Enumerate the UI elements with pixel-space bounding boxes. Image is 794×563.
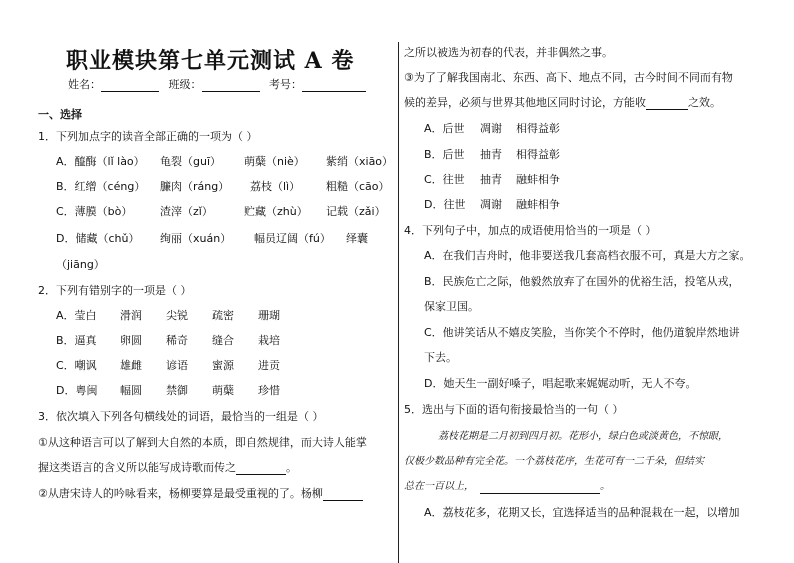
- q2-d-5: 珍惜: [258, 384, 280, 397]
- exam-no-field[interactable]: [302, 79, 366, 92]
- student-info-line: [68, 76, 368, 92]
- q5-blank[interactable]: [480, 482, 600, 494]
- q3-sentence3-end: 之效。: [688, 96, 721, 109]
- name-field[interactable]: [101, 79, 159, 92]
- q2-c-1: C．嘲讽: [56, 359, 97, 372]
- q3-sentence3-line2: [404, 96, 721, 110]
- q4-stem: 4．下列句子中，加点的成语使用恰当的一项是（ ）: [404, 224, 657, 237]
- q4-option-c-line1: C．他讲笑话从不嬉皮笑脸，当你笑个不停时，他仍道貌岸然地讲: [424, 326, 740, 339]
- name-label: 姓名：: [68, 78, 101, 91]
- q1-stem: 1．下列加点字的读音全部正确的一项为（ ）: [38, 130, 258, 143]
- q2-c-3: 谚语: [166, 359, 188, 372]
- q2-a-5: 珊瑚: [258, 309, 280, 322]
- q1-option-b-1: B．红缯（céng）: [56, 180, 146, 193]
- q1-option-c-1: C．薄膜（bò）: [56, 205, 133, 218]
- q1-option-d-tail: （jiāng）: [56, 258, 105, 271]
- q2-d-2: 幅圆: [120, 384, 142, 397]
- q2-a-1: A．莹白: [56, 309, 97, 322]
- q3-sentence1-text: 握这类语言的含义所以能写成诗歌而传之: [38, 461, 236, 474]
- q5-passage-line3: [404, 480, 610, 494]
- q3-sentence2-line: [38, 487, 363, 501]
- q2-b-1: B．逼真: [56, 334, 97, 347]
- exam-no-label: 考号：: [269, 78, 302, 91]
- class-label: 班级：: [168, 78, 202, 91]
- q1-option-c-4: 记载（zǎi）: [326, 205, 386, 218]
- q5-stem: 5．选出与下面的语句衔接最恰当的一句（ ）: [404, 403, 624, 416]
- q2-d-1: D．粤闽: [56, 384, 98, 397]
- q3-opt-c-1: C．往世: [424, 173, 465, 186]
- q2-c-5: 进贡: [258, 359, 280, 372]
- q2-a-2: 滑润: [120, 309, 142, 322]
- q3-opt-a-3: 相得益彰: [516, 122, 560, 135]
- q1-option-a-3: 萌蘖（niè）: [244, 155, 305, 168]
- q3-sentence1-end: 。: [286, 461, 297, 474]
- page-title: 职业模块第七单元测试 A 卷: [66, 48, 355, 74]
- q1-option-c-2: 渣滓（zǐ）: [160, 205, 213, 218]
- q2-b-4: 缝合: [212, 334, 234, 347]
- q5-passage-text: 总在一百以上，: [404, 481, 474, 492]
- q1-option-c-3: 贮藏（zhù）: [244, 205, 308, 218]
- q3-opt-b-3: 相得益彰: [516, 148, 560, 161]
- column-divider: [398, 42, 399, 563]
- q2-b-5: 栽培: [258, 334, 280, 347]
- q2-b-2: 卵圆: [120, 334, 142, 347]
- q1-option-b-3: 荔枝（lì）: [250, 180, 301, 193]
- q4-option-a: A．在我们吉舟时，他非要送我几套高档衣服不可，真是大方之家。: [424, 249, 751, 262]
- q4-option-b-line2: 保家卫国。: [424, 300, 479, 313]
- q3-sentence1-line2: [38, 461, 297, 475]
- q3-sentence3-text: 候的差异，必须与世界其他地区同时讨论，方能收: [404, 96, 646, 109]
- q4-option-d: D．她天生一副好嗓子，唱起歌来娓娓动听，无人不夸。: [424, 377, 697, 390]
- q5-passage-line2: 仅极少数品种有完全花。一个荔枝花序，生花可有一二千朵，但结实: [404, 456, 704, 467]
- q5-passage-line1: 荔枝花期是二月初到四月初。花形小，绿白色或淡黄色，不惊眼，: [438, 431, 728, 442]
- q2-c-4: 蜜源: [212, 359, 234, 372]
- class-field[interactable]: [202, 79, 260, 92]
- q3-opt-c-3: 融蚌相争: [516, 173, 560, 186]
- q2-b-3: 稀奇: [166, 334, 188, 347]
- q1-option-d-1: D．储藏（chǔ）: [56, 232, 140, 245]
- q3-sentence3-line1: ③为了了解我国南北、东西、高下、地点不同，古今时间不同而有物: [404, 71, 733, 84]
- q1-option-a-2: 龟裂（guī）: [160, 155, 222, 168]
- q4-option-b-line1: B．民族危亡之际，他毅然放弃了在国外的优裕生活，投笔从戎，: [424, 275, 740, 288]
- q1-option-d-4: 绎囊: [346, 232, 368, 245]
- q1-option-a-4: 紫绡（xiāo）: [326, 155, 394, 168]
- q1-option-a-1: A．醯酶（lǐ lào）: [56, 155, 145, 168]
- q5-passage-end: 。: [600, 481, 610, 492]
- q3-continuation: 之所以被选为初春的代表，并非偶然之事。: [404, 46, 613, 59]
- q2-a-4: 疏密: [212, 309, 234, 322]
- q1-option-b-2: 臁肉（ráng）: [160, 180, 230, 193]
- q3-sentence1-line1: ①从这种语言可以了解到大自然的本质，即自然规律，而大诗人能掌: [38, 436, 367, 449]
- q2-d-3: 禁御: [166, 384, 188, 397]
- q5-option-a: A．荔枝花多，花期又长，宜选择适当的品种混栽在一起，以增加: [424, 506, 740, 519]
- q1-option-b-4: 粗糙（cāo）: [326, 180, 390, 193]
- section-heading: 一、选择: [38, 108, 82, 121]
- q1-option-d-2: 绚丽（xuán）: [160, 232, 232, 245]
- q3-opt-d-3: 融蚌相争: [516, 198, 560, 211]
- q3-stem: 3．依次填入下列各句横线处的词语，最恰当的一组是（ ）: [38, 410, 324, 423]
- q4-option-c-line2: 下去。: [424, 351, 457, 364]
- q3-opt-d-2: 凋谢: [480, 198, 502, 211]
- q3-blank-1[interactable]: [236, 463, 286, 475]
- q3-opt-a-2: 凋谢: [480, 122, 502, 135]
- q2-stem: 2．下列有错别字的一项是（ ）: [38, 284, 192, 297]
- q2-d-4: 萌蘖: [212, 384, 234, 397]
- q1-option-d-3: 幅员辽阔（fú）: [254, 232, 331, 245]
- q3-opt-d-1: D．往世: [424, 198, 466, 211]
- q2-c-2: 雄雌: [120, 359, 142, 372]
- q3-opt-b-1: B．后世: [424, 148, 465, 161]
- q3-opt-a-1: A．后世: [424, 122, 465, 135]
- q3-opt-b-2: 抽青: [480, 148, 502, 161]
- q3-sentence2-text: ②从唐宋诗人的吟咏看来，杨柳要算是最受重视的了。杨柳: [38, 487, 323, 500]
- q2-a-3: 尖锐: [166, 309, 188, 322]
- q3-blank-3[interactable]: [646, 98, 688, 110]
- q3-opt-c-2: 抽青: [480, 173, 502, 186]
- q3-blank-2[interactable]: [323, 489, 363, 501]
